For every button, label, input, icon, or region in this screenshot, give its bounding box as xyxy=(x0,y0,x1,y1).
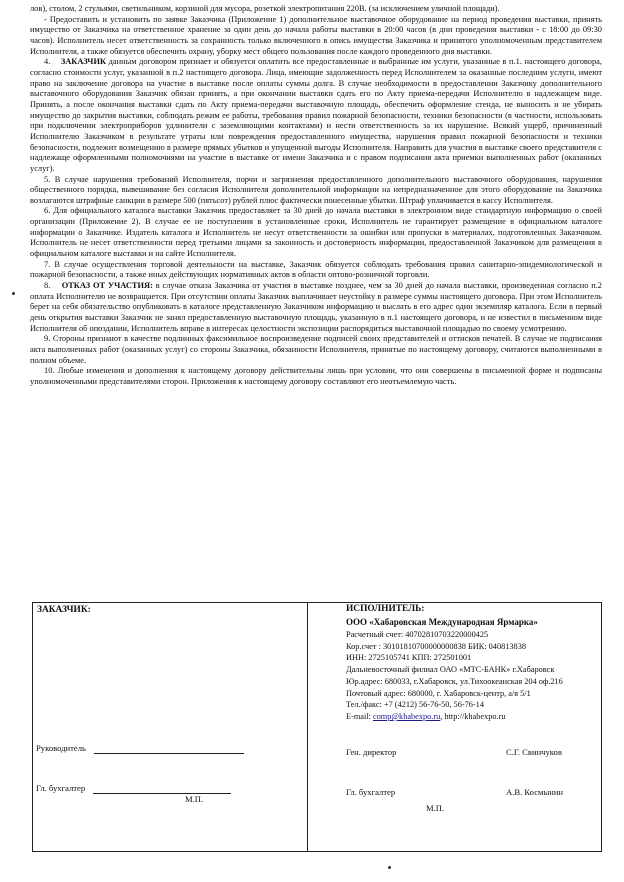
contractor-director-name: С.Г. Свинчуков xyxy=(506,747,562,757)
customer-stamp: М.П. xyxy=(185,794,204,804)
contractor-heading: ИСПОЛНИТЕЛЬ: xyxy=(346,604,425,614)
email-link[interactable]: comp@khabexpo.ru xyxy=(372,711,441,721)
paragraph-9: 9. Стороны признают в качестве подлинных факсимильное воспроизведение подписей своих представителей и оттисков печатей. В случае не подписания акта выполненных работ (оказанных услуг) со стороны Заказчика, обязанности Исполнителя, принятые по настоящему договору, считаются выполненными в полном объеме. xyxy=(30,334,602,365)
contractor-details xyxy=(346,629,563,723)
contractor-company: ООО «Хабаровская Международная Ярмарка» xyxy=(346,617,538,627)
customer-director-signature-line xyxy=(94,744,244,754)
paragraph-5: 5. В случае нарушения требований Исполнителя, порчи и загрязнения предоставленного дополнительного выставочного оборудования, нарушения общественного порядка, вывешивание без согласия Исполнителя дополнительной информации на непредназначенное для этого оборудование на Заказчика возлагаются штрафные санкции в размере 500 (пятьсот) рублей плюс фактически понесенные убытки. Штраф уплачивается в кассу Исполнителя. xyxy=(30,174,602,205)
customer-director-row xyxy=(36,743,244,754)
paragraph-8 xyxy=(30,281,602,334)
customer-accountant-label: Гл. бухгалтер xyxy=(36,783,86,793)
paragraph-10: 10. Любые изменения и дополнения к настоящему договору действительны лишь при условии, что они совершены в письменной форме и подписаны уполномоченными представителями сторон. Приложения к настоящему договору составляют его неотъемлемую часть. xyxy=(30,366,602,386)
contractor-account: Расчетный счет: 40702810703220000425 xyxy=(346,630,489,639)
customer-director-label: Руководитель xyxy=(36,743,86,753)
contractor-stamp: М.П. xyxy=(426,803,445,813)
paragraph-8-number: 8. xyxy=(44,281,51,291)
paragraph-4 xyxy=(30,57,602,174)
paragraph-additional-equipment: - Предоставить и установить по заявке Заказчика (Приложение 1) дополнительное выставочное оборудование на период проведения выставки, принять имущество от Заказчика на ответственное хранение за один день до начала работы выставки в 20:00 часов (в дни проведения выставки - с 18:00 до 09:30 часов). Исполнитель несет ответственность за сохранность только включенного в опись имущества Заказчика и принятого уполномоченным представителем Исполнителя, а также обязуется обеспечить охрану, уборку мест общего пользования после каждого проведенного дня выставки. xyxy=(30,14,602,56)
scan-speck xyxy=(12,292,15,295)
customer-accountant-signature-line xyxy=(93,784,231,794)
contract-text xyxy=(30,4,602,388)
paragraph-7: 7. В случае осуществления торговой деятельности на выставке, Заказчик обязуется соблюдать требования правил санитарно-эпидемиологической и пожарной безопасности, а также иных действующих нормативных актов в области оптово-розничной торговли. xyxy=(30,259,602,280)
paragraph-4-heading: ЗАКАЗЧИК xyxy=(60,57,107,67)
paragraph-8-heading: ОТКАЗ ОТ УЧАСТИЯ: xyxy=(61,281,153,291)
customer-accountant-row xyxy=(36,783,231,794)
paragraph-4-text: данным договором признает и обязуется оплатить все предоставленные и выбранные им услуги, указанные в п.1. настоящего договора, согласно стоимости услуг, указанной в п.2 настоящего договора. Лица, имеющие задолженность перед Исполнителем за оказанные последним услуги, имеют право на заключение договора на участие в выставке после оплаты суммы долга. В случае необходимости в предоставлении Заказчику дополнительного выставочного оборудования Заказчик обязан принять, а при окончании выставки сдать его по Акту приема-передачи Исполнителю в надлежащем виде. Принять, а после окончания выставки сдать по Акту приема-передачи выставочную площадь, обеспечить оформление стенда, не выносить и не убирать имущество до закрытия выставки, соблюдать режим ее работы, требования правил пожарной безопасности, техники безопасности (в частности, использовать при подключении электроприборов удлинители с заземляющими контактами) и нести ответственность за их нарушение. Всякий ущерб, причиненный Исполнителю Заказчиком в результате утраты или повреждения предоставленного имущества, нарушения правил пожарной безопасности и техники безопасности, подлежит возмещению в размере прямых убытков и упущенной выгоды Исполнителя. Направить для участия в выставке своего представителя с надлежаще оформленными полномочиями на участие в выставке от имени Заказчика и с правом подписания акта приемки выполненных работ (оказанных услуг). xyxy=(30,57,602,173)
signature-table xyxy=(32,602,602,852)
contractor-inn: ИНН: 2725105741 КПП: 272501001 xyxy=(346,653,472,663)
contractor-bank: Дальневосточный филиал ОАО «МТС-БАНК» г.Хабаровск xyxy=(346,665,555,675)
customer-block xyxy=(33,603,308,851)
contractor-accountant-name: А.В. Космынин xyxy=(506,787,564,797)
contractor-postal-address: Почтовый адрес: 680000, г. Хабаровск-центр, а/я 5/1 xyxy=(346,688,531,698)
paragraph-4-number: 4. xyxy=(44,57,51,67)
contractor-contacts xyxy=(346,711,563,723)
paragraph-8-text: в случае отказа Заказчика от участия в выставке позднее, чем за 30 дней до начала выставки, произведенная согласно п.2 оплата Исполнителю не возвращается. При отсутствии оплаты Заказчик выплачивает неустойку в размере суммы настоящего договора. При этом Исполнитель берет на себя обязательство опубликовать в каталоге представленную Заказчиком информацию и выслать в его адрес один экземпляр каталога. Если в первый день открытия выставки Заказчик не занял предоставленную выставочную площадь, указанную в п.1 настоящего договора, и не известил в письменном виде Исполнителя об опоздании, Исполнитель вправе в интересах целостности экспозиции распорядиться выставочной площадью по своему усмотрению. xyxy=(30,281,602,333)
contractor-block xyxy=(308,603,603,851)
email-label: E-mail: xyxy=(346,711,373,721)
contractor-phone: Тел./факс: +7 (4212) 56-76-50, 56-76-14 xyxy=(346,700,484,710)
contractor-corr-account: Кор.счет : 30101810700000000838 БИК: 040813838 xyxy=(346,641,526,651)
contractor-legal-address: Юр.адрес: 680033, г.Хабаровск, ул.Тихоокеанская 204 оф.216 xyxy=(346,676,563,686)
contractor-director-label: Ген. директор xyxy=(346,747,397,757)
contractor-accountant-label: Гл. бухгалтер xyxy=(346,787,396,797)
scan-speck xyxy=(388,866,391,869)
paragraph-6: 6. Для официального каталога выставки Заказчик предоставляет за 30 дней до начала выставки в электронном виде стандартную информацию о своей организации (Приложение 2). В случае ее не поступления в установленные сроки, Исполнитель не гарантирует размещение в официальном каталоге информации о Заказчике. Издатель каталога и Исполнитель не несут ответственности за ошибки или пропуски в материалах, подготовленных Заказчиком. Исполнитель не несет ответственности перед третьими лицами за законность и достоверность информации, предоставленной Заказчиком для размещения в официальном каталоге выставки и на сайте Исполнителя. xyxy=(30,206,602,259)
customer-heading: ЗАКАЗЧИК: xyxy=(37,605,91,615)
website-text: , http://khabexpo.ru xyxy=(440,711,506,721)
paragraph-intro: лов), столом, 2 стульями, светильником, корзиной для мусора, розеткой электропитания 220В. (за исключением уличной площади). xyxy=(30,4,500,13)
